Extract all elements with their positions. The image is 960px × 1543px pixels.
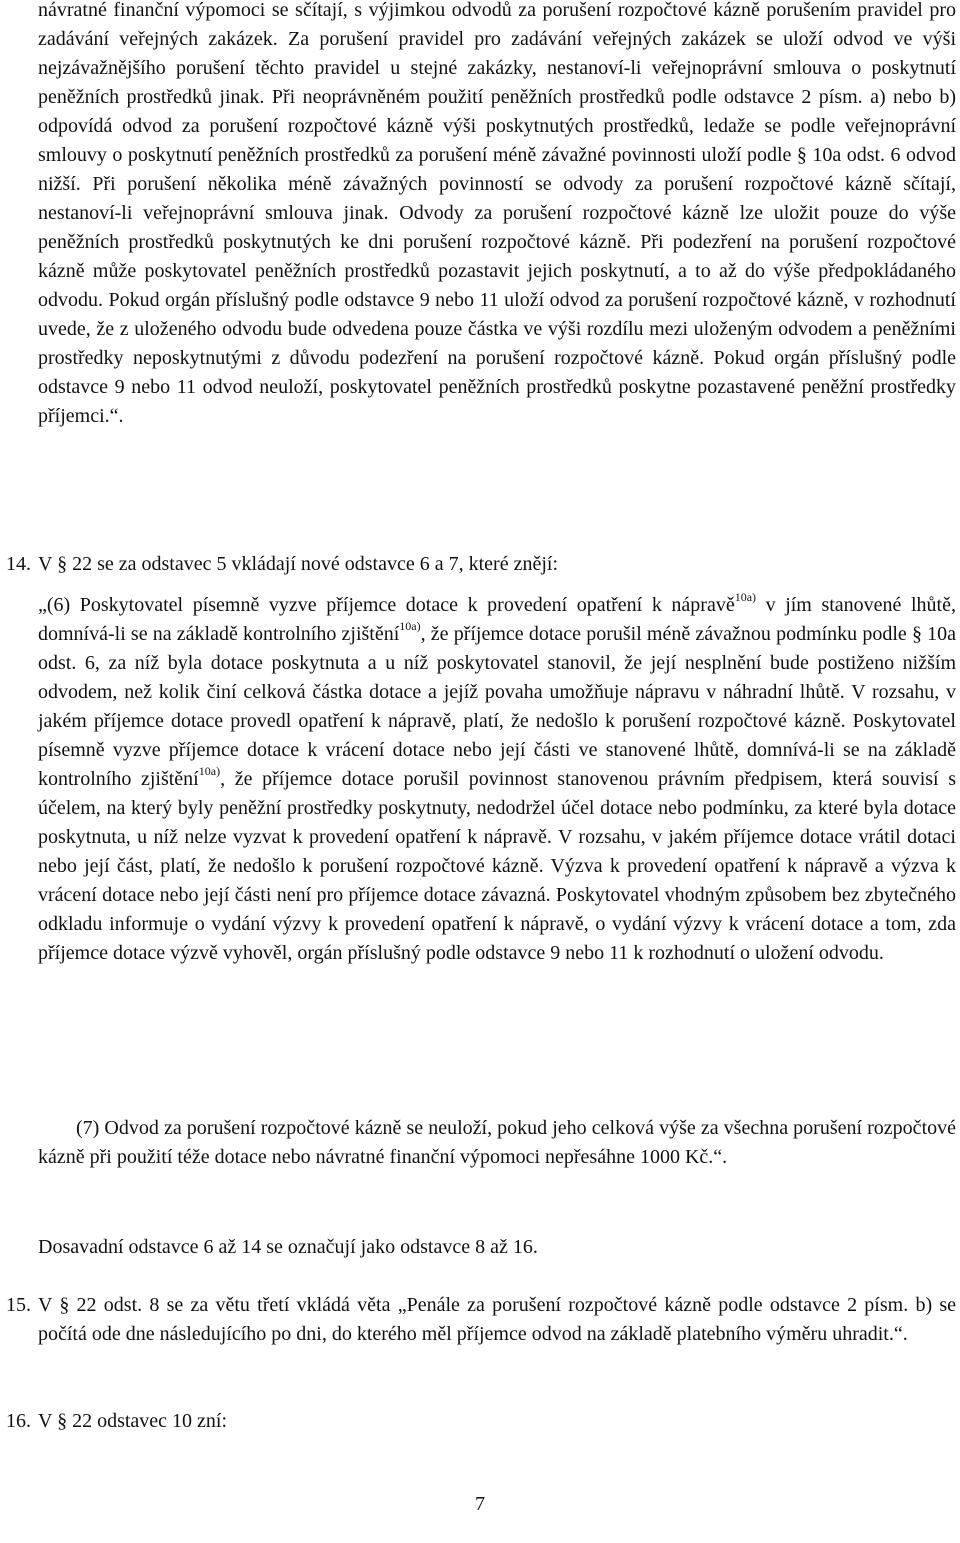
paragraph-text: návratné finanční výpomoci se sčítají, s výjimkou odvodů za porušení rozpočtové kázně porušením pravidel pro zadávání veřejných zakázek. Za porušení pravidel pro zadávání veřejných zakázek se uloží odvod ve výši nejzávažnějšího porušení těchto pravidel u stejné zakázky, nestanoví-li veřejnoprávní smlouva o poskytnutí peněžních prostředků jinak. Při neoprávněném použití peněžních prostředků podle odstavce 2 písm. a) nebo b) odpovídá odvod za porušení rozpočtové kázně výši poskytnutých prostředků, ledaže se podle veřejnoprávní smlouvy o poskytnutí peněžních prostředků za porušení méně závažné povinnosti uloží podle § 10a odst. 6 odvod nižší. Při porušení několika méně závažných povinností se odvody za porušení rozpočtové kázně sčítají, nestanoví-li veřejnoprávní smlouva jinak. Odvody za porušení rozpočtové kázně lze uložit pouze do výše peněžních prostředků poskytnutých ke dni porušení rozpočtové kázně. Při podezření na porušení rozpočtové kázně může poskytovatel peněžních prostředků pozastavit jejich poskytnutí, a to až do výše předpokládaného odvodu. Pokud orgán příslušný podle odstavce 9 nebo 11 uloží odvod za porušení rozpočtové kázně, v rozhodnutí uvede, že z uloženého odvodu bude odvedena pouze částka ve výši rozdílu mezi uloženým odvodem a peněžními prostředky neposkytnutými z důvodu podezření na porušení rozpočtové kázně. Pokud orgán příslušný podle odstavce 9 nebo 11 odvod neuloží, poskytovatel peněžních prostředků poskytne pozastavené peněžní prostředky příjemci.“.: [38, 0, 956, 427]
paragraph-6-part-4: , že příjemce dotace porušil povinnost stanovenou právním předpisem, která souvisí s účelem, na který byly peněžní prostředky poskytnuty, nedodržel účel dotace nebo podmínku, za které byla dotace poskytnuta, u níž nelze vyzvat k provedení opatření k nápravě. V rozsahu, v jakém příjemce dotace vrátil dotaci nebo její část, platí, že nedošlo k porušení rozpočtové kázně. Výzva k provedení opatření k nápravě a výzva k vrácení dotace nebo její části není pro příjemce dotace závazná. Poskytovatel vhodným způsobem bez zbytečného odkladu informuje o vydání výzvy k provedení opatření k nápravě, o vydání výzvy k vrácení dotace a tom, zda příjemce dotace výzvě vyhověl, orgán příslušný podle odstavce 9 nebo 11 k rozhodnutí o uložení odvodu.: [38, 768, 957, 964]
item-number: 14.: [6, 553, 31, 575]
paragraph-continuation: [38, 0, 956, 431]
item-text: V § 22 odstavec 10 zní:: [38, 1410, 228, 1432]
item-15-text-block: [38, 1291, 956, 1349]
paragraph-6: [38, 591, 956, 968]
paragraph-6-part-3: , že příjemce dotace porušil méně závažnou podmínku podle § 10a odst. 6, za níž byla dotace poskytnuta a u níž poskytovatel stanovil, že její nesplnění bude postiženo nižším odvodem, než kolik činí celková částka dotace a jejíž povaha umožňuje nápravu v náhradní lhůtě. V rozsahu, v jakém příjemce dotace provedl opatření k nápravě, platí, že nedošlo k porušení rozpočtové kázně. Poskytovatel písemně vyzve příjemce dotace k vrácení dotace nebo její části ve stanovené lhůtě, domnívá-li se na základě kontrolního zjištění: [38, 623, 956, 790]
renumbering-note: [38, 1233, 956, 1262]
paragraph-6-part-2: v jím stanovené lhůtě, domnívá-li se na základě kontrolního zjištění: [38, 594, 956, 645]
paragraph-7: [38, 1114, 956, 1172]
paragraph-7-text: (7) Odvod za porušení rozpočtové kázně se neuloží, pokud jeho celková výše za všechna porušení rozpočtové kázně při použití téže dotace nebo návratné finanční výpomoci nepřesáhne 1000 Kč.“.: [38, 1117, 956, 1168]
amendment-item-16: [6, 1407, 227, 1436]
item-number: 15.: [6, 1294, 31, 1316]
page-number: 7: [475, 1493, 485, 1515]
item-text: V § 22 odst. 8 se za větu třetí vkládá věta „Penále za porušení rozpočtové kázně podle odstavce 2 písm. b) se počítá ode dne následujícího po dni, do kterého měl příjemce odvod na základě platebního výměru uhradit.“.: [38, 1294, 956, 1345]
item-number: 16.: [6, 1410, 31, 1432]
footnote-ref: 10a): [734, 590, 757, 605]
item-text: V § 22 se za odstavec 5 vkládají nové odstavce 6 a 7, které znějí:: [38, 553, 559, 575]
paragraph-6-part-1: „(6) Poskytovatel písemně vyzve příjemce dotace k provedení opatření k nápravě: [38, 594, 735, 616]
amendment-item-14: [6, 550, 558, 579]
footnote-ref: 10a): [399, 619, 421, 634]
footnote-ref: 10a): [198, 764, 221, 779]
renumbering-text: Dosavadní odstavce 6 až 14 se označují jako odstavce 8 až 16.: [38, 1236, 538, 1258]
